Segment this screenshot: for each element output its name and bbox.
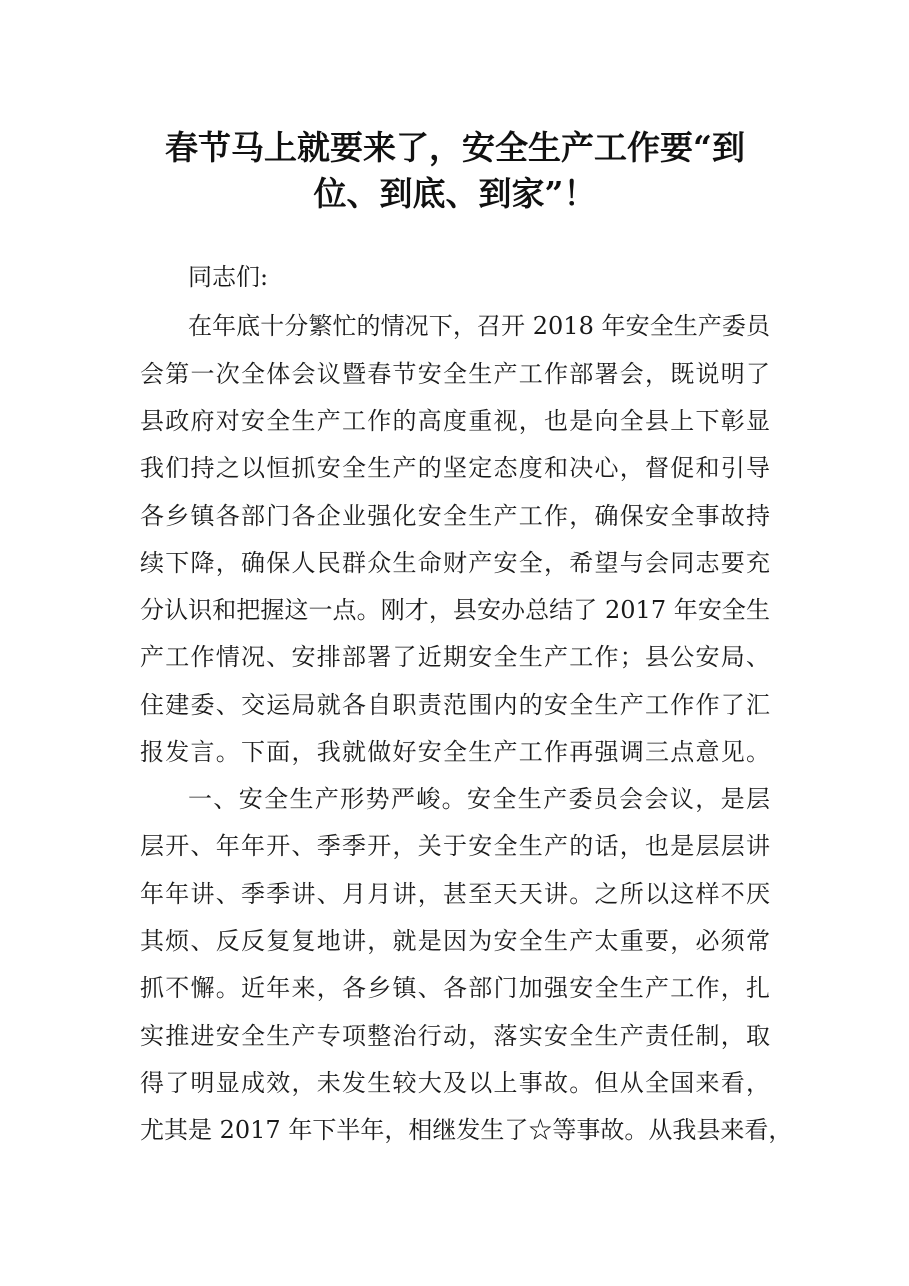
paragraph1-line: 县政府对安全生产工作的高度重视，也是向全县上下彰显	[140, 407, 770, 435]
document-title-line-1: 春节马上就要来了，安全生产工作要“到	[165, 128, 745, 167]
paragraph1-line: 会第一次全体会议暨春节安全生产工作部署会，既说明了	[140, 360, 770, 388]
paragraph2-line: 尤其是 2017 年下半年，相继发生了☆等事故。从我县来看，	[140, 1116, 793, 1144]
paragraph2-line: 层开、年年开、季季开，关于安全生产的话，也是层层讲	[140, 832, 770, 860]
paragraph2-line: 抓不懈。近年来，各乡镇、各部门加强安全生产工作，扎	[140, 974, 770, 1002]
paragraph1-line: 报发言。下面，我就做好安全生产工作再强调三点意见。	[140, 738, 770, 766]
paragraph1-line: 住建委、交运局就各自职责范围内的安全生产工作作了汇	[140, 691, 770, 719]
salutation: 同志们:	[188, 263, 269, 291]
paragraph1-line: 续下降，确保人民群众生命财产安全，希望与会同志要充	[140, 549, 770, 577]
paragraph2-line: 其烦、反反复复地讲，就是因为安全生产太重要，必须常	[140, 927, 770, 955]
paragraph1-line: 分认识和把握这一点。刚才，县安办总结了 2017 年安全生	[140, 596, 770, 624]
paragraph1-line: 各乡镇各部门各企业强化安全生产工作，确保安全事故持	[140, 502, 770, 530]
paragraph1-line: 在年底十分繁忙的情况下，召开 2018 年安全生产委员	[188, 312, 770, 340]
paragraph2-line: 年年讲、季季讲、月月讲，甚至天天讲。之所以这样不厌	[140, 880, 770, 908]
document-title-line-2: 位、到底、到家”！	[313, 174, 597, 213]
paragraph2-line: 实推进安全生产专项整治行动，落实安全生产责任制，取	[140, 1022, 770, 1050]
paragraph2-line: 得了明显成效，未发生较大及以上事故。但从全国来看，	[140, 1069, 770, 1097]
paragraph1-line: 我们持之以恒抓安全生产的坚定态度和决心，督促和引导	[140, 454, 770, 482]
paragraph2-line: 一、安全生产形势严峻。安全生产委员会会议，是层	[188, 785, 770, 813]
paragraph1-line: 产工作情况、安排部署了近期安全生产工作；县公安局、	[140, 643, 770, 671]
